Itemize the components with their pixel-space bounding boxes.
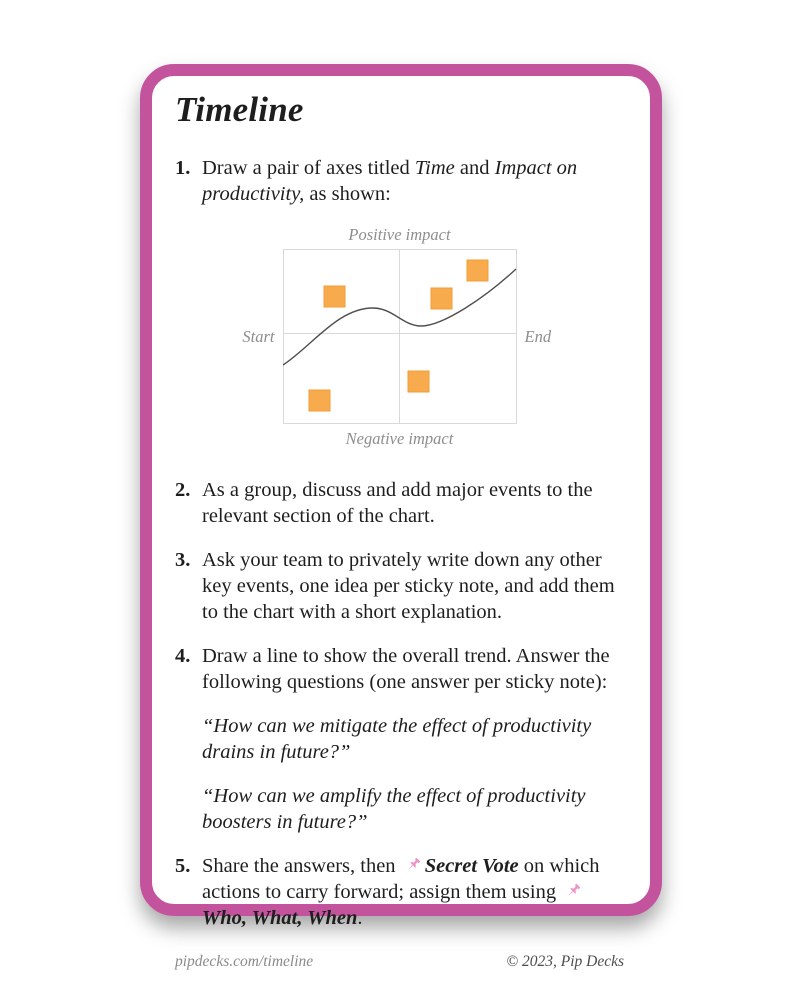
- instruction-list: [175, 155, 624, 949]
- question-quote-boosters: “How can we amplify the effect of productivity boosters in future?”: [202, 785, 586, 833]
- step-5-text: [202, 853, 624, 931]
- pushpin-icon: [403, 856, 422, 875]
- step-5-number: 5.: [175, 855, 191, 877]
- card-title: Timeline: [175, 90, 304, 129]
- positive-impact-label: Positive impact: [348, 225, 451, 244]
- sticky-note: [324, 286, 345, 307]
- sticky-notes: [309, 260, 488, 411]
- step-5-segment: .: [357, 907, 363, 929]
- card-reference-secret-vote: Secret Vote: [424, 855, 519, 877]
- sticky-note: [408, 371, 429, 392]
- step-1-text: [202, 155, 624, 207]
- step-5-segment: on which actions to carry forward; assign them using: [202, 855, 600, 903]
- sticky-note: [431, 288, 452, 309]
- step-1-number: 1.: [175, 157, 191, 179]
- step-2: [175, 477, 624, 529]
- step-2-text: As a group, discuss and add major events to the relevant section of the chart.: [202, 479, 593, 527]
- card-content: [152, 76, 650, 970]
- step-1-segment: Draw a pair of axes titled: [202, 157, 415, 179]
- card-footer: [175, 949, 624, 975]
- step-4-text: Draw a line to show the overall trend. Answer the following questions (one answer per sticky note):: [202, 645, 610, 693]
- step-3-text: Ask your team to privately write down any other key events, one idea per sticky note, and add them to the chart with a short explanation.: [202, 549, 615, 623]
- step-5-segment: Share the answers, then: [202, 855, 401, 877]
- negative-impact-label: Negative impact: [345, 429, 454, 448]
- axis-title-time: Time: [414, 157, 455, 179]
- step-1: [175, 155, 624, 207]
- question-quote-drains: “How can we mitigate the effect of productivity drains in future?”: [202, 715, 592, 763]
- pushpin-icon: [563, 882, 582, 901]
- end-label: End: [524, 326, 552, 346]
- diagram-middle-row: [175, 249, 624, 424]
- footer-url: pipdecks.com/timeline: [175, 953, 314, 970]
- start-label: Start: [242, 326, 275, 346]
- step-4-number: 4.: [175, 645, 191, 667]
- card-reference-who-what-when: Who, What, When: [202, 907, 358, 929]
- sticky-note: [309, 390, 330, 411]
- step-1-segment: and: [454, 157, 495, 179]
- sticky-note: [467, 260, 488, 281]
- step-3: [175, 547, 624, 625]
- axis-title-impact: Impact on productivity,: [202, 157, 578, 205]
- quadrant-chart: [283, 249, 517, 424]
- step-2-number: 2.: [175, 479, 191, 501]
- copyright: © 2023, Pip Decks: [506, 953, 624, 970]
- step-1-segment: as shown:: [304, 183, 391, 205]
- timeline-diagram: [175, 225, 624, 449]
- step-5: [175, 853, 624, 931]
- step-3-number: 3.: [175, 549, 191, 571]
- tactic-card: [140, 64, 662, 970]
- step-4: [175, 643, 624, 695]
